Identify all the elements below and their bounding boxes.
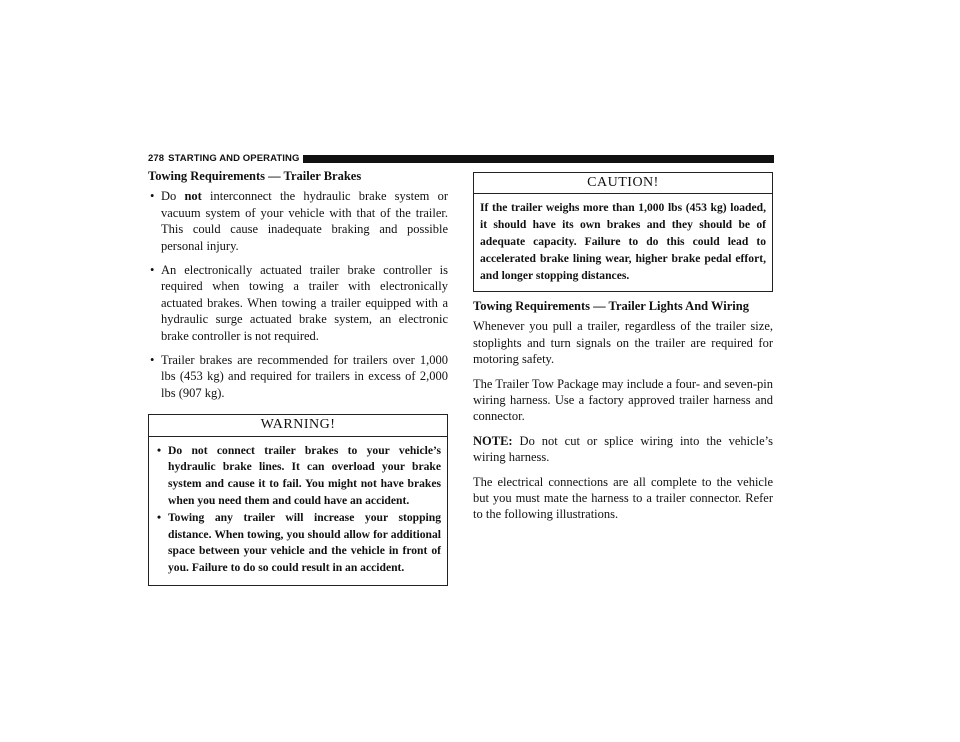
warning-body (149, 437, 447, 585)
warning-box (148, 414, 448, 586)
section-title: STARTING AND OPERATING (168, 153, 300, 164)
paragraph: The Trailer Tow Package may include a four- and seven-pin wiring harness. Use a factory approved trailer harness and connector. (473, 376, 773, 424)
page-number: 278 (148, 153, 165, 164)
left-column (148, 168, 448, 586)
note-paragraph (473, 433, 773, 466)
paragraph: Whenever you pull a trailer, regardless of the trailer size, stoplights and turn signals on the trailer are required for motoring safety. (473, 319, 773, 367)
warning-item (155, 443, 441, 510)
note-text: Do not cut or splice wiring into the vehicle’s wiring harness. (473, 433, 773, 465)
paragraph: The electrical connections are all complete to the vehicle but you must mate the harness to a trailer connector. Refer to the following illustrations. (473, 474, 773, 522)
bullet-icon: • (150, 189, 155, 204)
bullet-text: Trailer brakes are recommended for trailers over 1,000 lbs (453 kg) and required for trailers in excess of 2,000 lbs (907 kg). (161, 353, 448, 400)
warning-title: WARNING! (149, 415, 447, 436)
note-label: NOTE: (473, 433, 513, 448)
caution-title: CAUTION! (474, 173, 772, 194)
caution-box (473, 172, 773, 292)
bullet-text: An electronically actuated trailer brake controller is required when towing a trailer with electronically actuated brakes. When towing a trailer equipped with a hydraulic surge actuated brake system, an electronic brake controller is not required. (161, 263, 448, 343)
bullet-icon: • (150, 263, 155, 278)
trailer-brakes-heading: Towing Requirements — Trailer Brakes (148, 169, 362, 183)
bullet-icon: • (157, 443, 162, 457)
header-rule (303, 155, 774, 163)
trailer-lights-heading: Towing Requirements — Trailer Lights And Wiring (473, 298, 749, 313)
warning-item (155, 510, 441, 577)
caution-text: If the trailer weighs more than 1,000 lbs (453 kg) loaded, it should have its own brakes and they should be of adequate capacity. Failure to do this could lead to accelerated brake lining wear, higher brake pedal effort, and longer stopping distances. (480, 201, 766, 283)
bullet-icon: • (150, 353, 155, 368)
bullet-emphasis: not (184, 189, 202, 204)
bullet-text: interconnect the hydraulic brake system or vacuum system of your vehicle with that of the trailer. This could cause inadequate braking and possible personal injury. (161, 189, 448, 253)
right-column (473, 168, 773, 531)
page-header (148, 152, 774, 165)
bullet-text: Do (161, 189, 185, 204)
warning-text: Do not connect trailer brakes to your vehicle’s hydraulic brake lines. It can overload your brake system and cause it to fail. You might not have brakes when you need them and could have an accident. (168, 443, 441, 508)
bullet-icon: • (157, 510, 162, 524)
warning-text: Towing any trailer will increase your stopping distance. When towing, you should allow for additional space between your vehicle and the vehicle in front of you. Failure to do so could result in an accident. (168, 510, 441, 575)
list-item (148, 352, 448, 401)
list-item (148, 188, 448, 254)
list-item (148, 262, 448, 344)
